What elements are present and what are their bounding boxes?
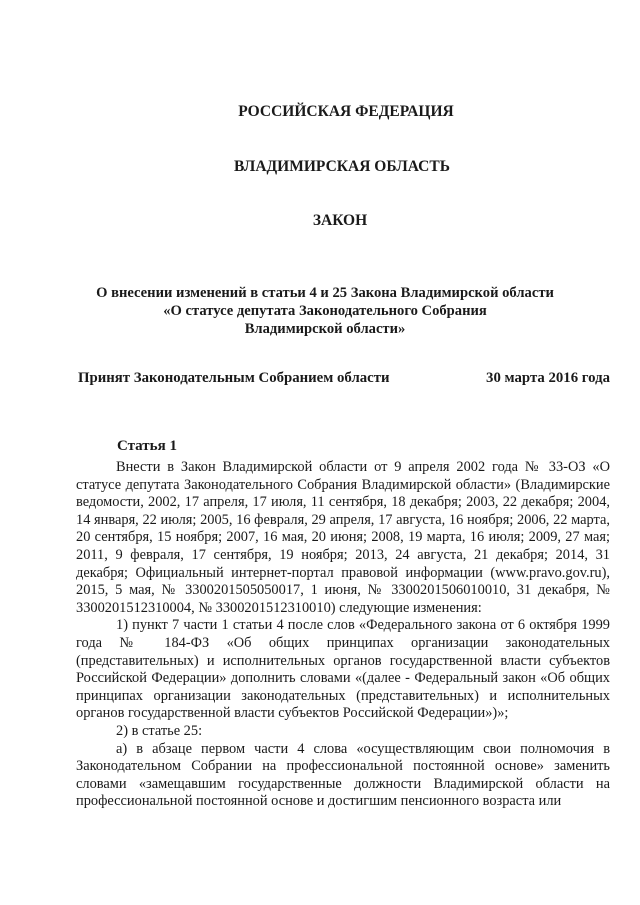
- article-body: [76, 459, 610, 811]
- adoption-line: [78, 370, 610, 387]
- doc-type-heading: ЗАКОН: [312, 212, 368, 229]
- adoption-date: 30 марта 2016 года: [486, 370, 610, 386]
- paragraph-item-2: 2) в статье 25:: [116, 722, 203, 739]
- paragraph-intro: Внести в Закон Владимирской области от 9 апреля 2002 года № 33-ОЗ «О статусе депутата Законодательного Собрания Владимирской области» (Владимирские ведомости, 2002, 17 апреля, 17 июля, 11 сентября, 18 декабря; 2003, 22 декабря; 2004, 14 января, 22 июля; 2005, 16 февраля, 29 апреля, 17 августа, 16 ноября; 2006, 22 марта, 20 сентября, 15 ноября; 2007, 16 мая, 20 июня; 2008, 19 марта, 16 июля; 2009, 27 мая; 2011, 9 февраля, 17 сентября, 19 ноября; 2013, 24 августа, 21 декабря; 2014, 31 декабря; Официальный интернет-портал правовой информации (www.pravo.gov.ru), 2015, 5 мая, № 3300201505050017, 1 июня, № 3300201506010010, 31 декабря, № 3300201512310004, № 3300201512310010) следующие изменения:: [76, 459, 610, 616]
- law-subject: [60, 284, 590, 338]
- country-heading: РОССИЙСКАЯ ФЕДЕРАЦИЯ: [238, 103, 454, 120]
- subject-line-1: О внесении изменений в статьи 4 и 25 Закона Владимирской области: [96, 285, 554, 301]
- subject-line-3: Владимирской области»: [244, 321, 406, 337]
- paragraph-item-1: 1) пункт 7 части 1 статьи 4 после слов «Федерального закона от 6 октября 1999 года № 184-ФЗ «Об общих принципах организации законодательных (представительных) и исполнительных органов государственной власти субъектов Российской Федерации» дополнить словами «(далее - Федеральный закон «Об общих принципах организации законодательных (представительных) и исполнительных органов государственной власти субъектов Российской Федерации»)»;: [76, 617, 610, 722]
- region-heading: ВЛАДИМИРСКАЯ ОБЛАСТЬ: [234, 158, 450, 175]
- subject-line-2: «О статусе депутата Законодательного Собрания: [163, 303, 487, 319]
- article-title: Статья 1: [117, 438, 177, 454]
- paragraph-item-2a: а) в абзаце первом части 4 слова «осуществляющим свои полномочия в Законодательном Собрании на профессиональной постоянной основе» заменить словами «замещавшим государственные должности Владимирской области на профессиональной постоянной основе и достигшим пенсионного возраста или: [76, 740, 610, 810]
- adopted-by: Принят Законодательным Собранием области: [78, 370, 390, 386]
